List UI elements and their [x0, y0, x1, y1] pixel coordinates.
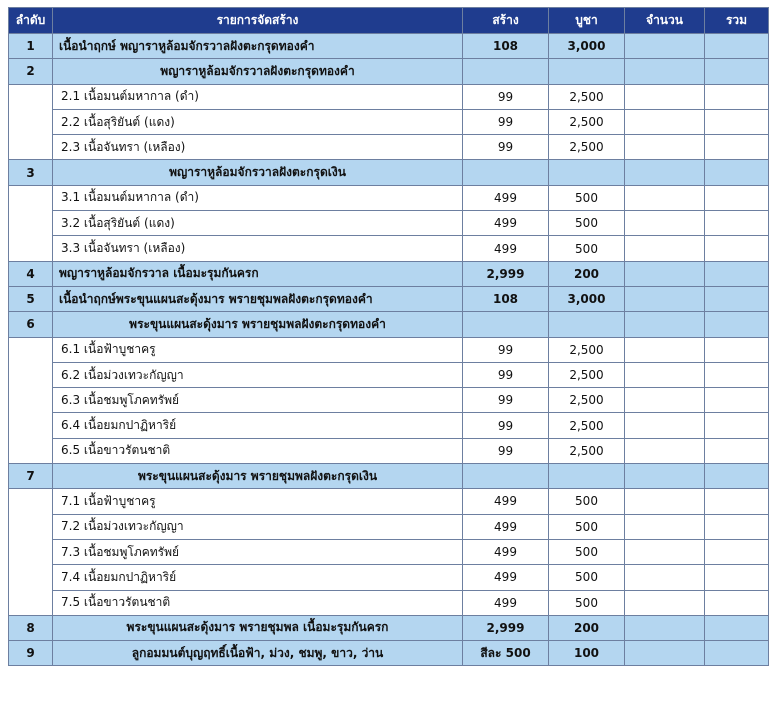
table-row-item	[9, 388, 769, 413]
cell-seq	[9, 388, 53, 413]
cell-build: 99	[463, 109, 549, 134]
cell-total	[705, 615, 769, 640]
cell-price	[549, 464, 625, 489]
cell-quantity	[625, 514, 705, 539]
table-row-item	[9, 84, 769, 109]
cell-build: 499	[463, 539, 549, 564]
cell-seq	[9, 590, 53, 615]
cell-quantity	[625, 312, 705, 337]
cell-build: 499	[463, 590, 549, 615]
cell-total	[705, 261, 769, 286]
cell-item: พระขุนแผนสะดุ้งมาร พรายชุมพลฝังตะกรุดทองคำ	[53, 312, 463, 337]
cell-price: 2,500	[549, 438, 625, 463]
cell-seq: 2	[9, 59, 53, 84]
cell-seq: 1	[9, 34, 53, 59]
cell-item: 2.2 เนื้อสุริยันต์ (แดง)	[53, 109, 463, 134]
cell-price: 500	[549, 565, 625, 590]
cell-seq	[9, 109, 53, 134]
cell-total	[705, 514, 769, 539]
cell-total	[705, 211, 769, 236]
cell-price: 2,500	[549, 109, 625, 134]
table-row-group	[9, 464, 769, 489]
cell-quantity	[625, 413, 705, 438]
cell-quantity	[625, 337, 705, 362]
table-row-item	[9, 590, 769, 615]
table-row-item	[9, 211, 769, 236]
cell-seq: 7	[9, 464, 53, 489]
table-row-item	[9, 135, 769, 160]
cell-quantity	[625, 464, 705, 489]
table-row-group	[9, 59, 769, 84]
cell-quantity	[625, 185, 705, 210]
table-body	[9, 34, 769, 666]
cell-total	[705, 312, 769, 337]
col-header-item: รายการจัดสร้าง	[53, 8, 463, 34]
cell-quantity	[625, 615, 705, 640]
table-row-item	[9, 489, 769, 514]
cell-item: 6.4 เนื้อยมกปาฏิหาริย์	[53, 413, 463, 438]
cell-price: 3,000	[549, 34, 625, 59]
table-row-item	[9, 362, 769, 387]
cell-build: 99	[463, 413, 549, 438]
cell-price: 2,500	[549, 337, 625, 362]
cell-build: 108	[463, 286, 549, 311]
header-row	[9, 8, 769, 34]
cell-seq	[9, 84, 53, 109]
cell-total	[705, 489, 769, 514]
col-header-total: รวม	[705, 8, 769, 34]
cell-build: 2,999	[463, 615, 549, 640]
cell-price: 100	[549, 641, 625, 666]
cell-item: พญาราหูล้อมจักรวาลฝังตะกรุดทองคำ	[53, 59, 463, 84]
cell-build: 499	[463, 514, 549, 539]
cell-build	[463, 464, 549, 489]
table-row-group	[9, 286, 769, 311]
cell-total	[705, 438, 769, 463]
table-row-group	[9, 615, 769, 640]
cell-build: 99	[463, 438, 549, 463]
cell-total	[705, 109, 769, 134]
col-header-price: บูชา	[549, 8, 625, 34]
cell-total	[705, 337, 769, 362]
cell-price: 500	[549, 514, 625, 539]
cell-total	[705, 236, 769, 261]
cell-item: 3.2 เนื้อสุริยันต์ (แดง)	[53, 211, 463, 236]
order-table	[8, 7, 769, 666]
cell-seq	[9, 489, 53, 514]
cell-quantity	[625, 59, 705, 84]
table-row-item	[9, 539, 769, 564]
cell-quantity	[625, 489, 705, 514]
cell-item: 6.2 เนื้อม่วงเทวะกัญญา	[53, 362, 463, 387]
cell-price	[549, 160, 625, 185]
cell-quantity	[625, 261, 705, 286]
cell-build: 99	[463, 388, 549, 413]
cell-item: 6.3 เนื้อชมพูโภคทรัพย์	[53, 388, 463, 413]
table-row-item	[9, 236, 769, 261]
cell-price: 2,500	[549, 388, 625, 413]
cell-price: 500	[549, 539, 625, 564]
cell-total	[705, 539, 769, 564]
cell-price	[549, 312, 625, 337]
cell-seq: 8	[9, 615, 53, 640]
cell-price	[549, 59, 625, 84]
cell-build: 499	[463, 211, 549, 236]
cell-quantity	[625, 211, 705, 236]
col-header-build: สร้าง	[463, 8, 549, 34]
cell-quantity	[625, 236, 705, 261]
cell-quantity	[625, 590, 705, 615]
table-row-item	[9, 185, 769, 210]
cell-total	[705, 590, 769, 615]
cell-seq: 4	[9, 261, 53, 286]
cell-build: 499	[463, 565, 549, 590]
table-row-group	[9, 312, 769, 337]
cell-item: 2.1 เนื้อมนต์มหากาล (ดำ)	[53, 84, 463, 109]
cell-item: 7.3 เนื้อชมพูโภคทรัพย์	[53, 539, 463, 564]
cell-total	[705, 641, 769, 666]
cell-quantity	[625, 109, 705, 134]
cell-seq	[9, 135, 53, 160]
cell-seq: 3	[9, 160, 53, 185]
col-header-seq: ลำดับ	[9, 8, 53, 34]
cell-price: 2,500	[549, 413, 625, 438]
cell-price: 2,500	[549, 84, 625, 109]
cell-price: 500	[549, 590, 625, 615]
cell-seq	[9, 438, 53, 463]
cell-build: 499	[463, 489, 549, 514]
cell-total	[705, 59, 769, 84]
cell-item: ลูกอมมนต์บุญฤทธิ์เนื้อฟ้า, ม่วง, ชมพู, ขาว, ว่าน	[53, 641, 463, 666]
cell-quantity	[625, 135, 705, 160]
cell-item: 7.4 เนื้อยมกปาฏิหาริย์	[53, 565, 463, 590]
cell-quantity	[625, 565, 705, 590]
cell-price: 500	[549, 489, 625, 514]
cell-total	[705, 84, 769, 109]
cell-build: 108	[463, 34, 549, 59]
cell-total	[705, 34, 769, 59]
cell-price: 500	[549, 185, 625, 210]
cell-item: เนื้อนำฤกษ์ พญาราหูล้อมจักรวาลฝังตะกรุดทองคำ	[53, 34, 463, 59]
cell-total	[705, 413, 769, 438]
cell-item: 7.5 เนื้อขาวรัตนชาติ	[53, 590, 463, 615]
table-row-group	[9, 160, 769, 185]
cell-price: 2,500	[549, 135, 625, 160]
cell-seq	[9, 337, 53, 362]
cell-seq: 6	[9, 312, 53, 337]
cell-build	[463, 160, 549, 185]
cell-item: 7.2 เนื้อม่วงเทวะกัญญา	[53, 514, 463, 539]
cell-build: 499	[463, 185, 549, 210]
cell-build: 499	[463, 236, 549, 261]
table-row-item	[9, 109, 769, 134]
cell-total	[705, 160, 769, 185]
cell-quantity	[625, 362, 705, 387]
cell-build: 99	[463, 337, 549, 362]
cell-price: 200	[549, 261, 625, 286]
cell-quantity	[625, 286, 705, 311]
cell-seq	[9, 514, 53, 539]
cell-price: 2,500	[549, 362, 625, 387]
cell-item: 7.1 เนื้อฟ้าบูชาครู	[53, 489, 463, 514]
cell-seq	[9, 539, 53, 564]
table-row-item	[9, 514, 769, 539]
cell-build: สีละ 500	[463, 641, 549, 666]
cell-item: 6.1 เนื้อฟ้าบูชาครู	[53, 337, 463, 362]
cell-price: 500	[549, 236, 625, 261]
cell-seq	[9, 211, 53, 236]
cell-item: 2.3 เนื้อจันทรา (เหลือง)	[53, 135, 463, 160]
table-row-group	[9, 34, 769, 59]
cell-quantity	[625, 388, 705, 413]
cell-build: 2,999	[463, 261, 549, 286]
cell-seq	[9, 362, 53, 387]
cell-quantity	[625, 160, 705, 185]
cell-total	[705, 565, 769, 590]
cell-build: 99	[463, 362, 549, 387]
table-row-item	[9, 337, 769, 362]
cell-item: 3.3 เนื้อจันทรา (เหลือง)	[53, 236, 463, 261]
table-row-group	[9, 261, 769, 286]
cell-price: 3,000	[549, 286, 625, 311]
cell-total	[705, 185, 769, 210]
cell-seq	[9, 185, 53, 210]
cell-total	[705, 286, 769, 311]
table-row-group	[9, 641, 769, 666]
cell-item: พญาราหูล้อมจักรวาล เนื้อมะรุมกันครก	[53, 261, 463, 286]
cell-seq	[9, 236, 53, 261]
cell-total	[705, 362, 769, 387]
cell-item: 6.5 เนื้อขาวรัตนชาติ	[53, 438, 463, 463]
table-row-item	[9, 413, 769, 438]
cell-build	[463, 312, 549, 337]
cell-quantity	[625, 84, 705, 109]
table-row-item	[9, 565, 769, 590]
cell-build: 99	[463, 84, 549, 109]
cell-total	[705, 388, 769, 413]
cell-item: พระขุนแผนสะดุ้งมาร พรายชุมพลฝังตะกรุดเงิน	[53, 464, 463, 489]
cell-build: 99	[463, 135, 549, 160]
cell-quantity	[625, 539, 705, 564]
table-row-item	[9, 438, 769, 463]
cell-price: 200	[549, 615, 625, 640]
cell-quantity	[625, 438, 705, 463]
cell-item: 3.1 เนื้อมนต์มหากาล (ดำ)	[53, 185, 463, 210]
col-header-quantity: จำนวน	[625, 8, 705, 34]
cell-quantity	[625, 641, 705, 666]
cell-seq: 9	[9, 641, 53, 666]
cell-price: 500	[549, 211, 625, 236]
cell-seq	[9, 565, 53, 590]
cell-total	[705, 464, 769, 489]
cell-total	[705, 135, 769, 160]
cell-quantity	[625, 34, 705, 59]
cell-seq: 5	[9, 286, 53, 311]
cell-seq	[9, 413, 53, 438]
cell-item: เนื้อนำฤกษ์พระขุนแผนสะดุ้งมาร พรายชุมพลฝังตะกรุดทองคำ	[53, 286, 463, 311]
cell-item: พระขุนแผนสะดุ้งมาร พรายชุมพล เนื้อมะรุมกันครก	[53, 615, 463, 640]
cell-build	[463, 59, 549, 84]
cell-item: พญาราหูล้อมจักรวาลฝังตะกรุดเงิน	[53, 160, 463, 185]
